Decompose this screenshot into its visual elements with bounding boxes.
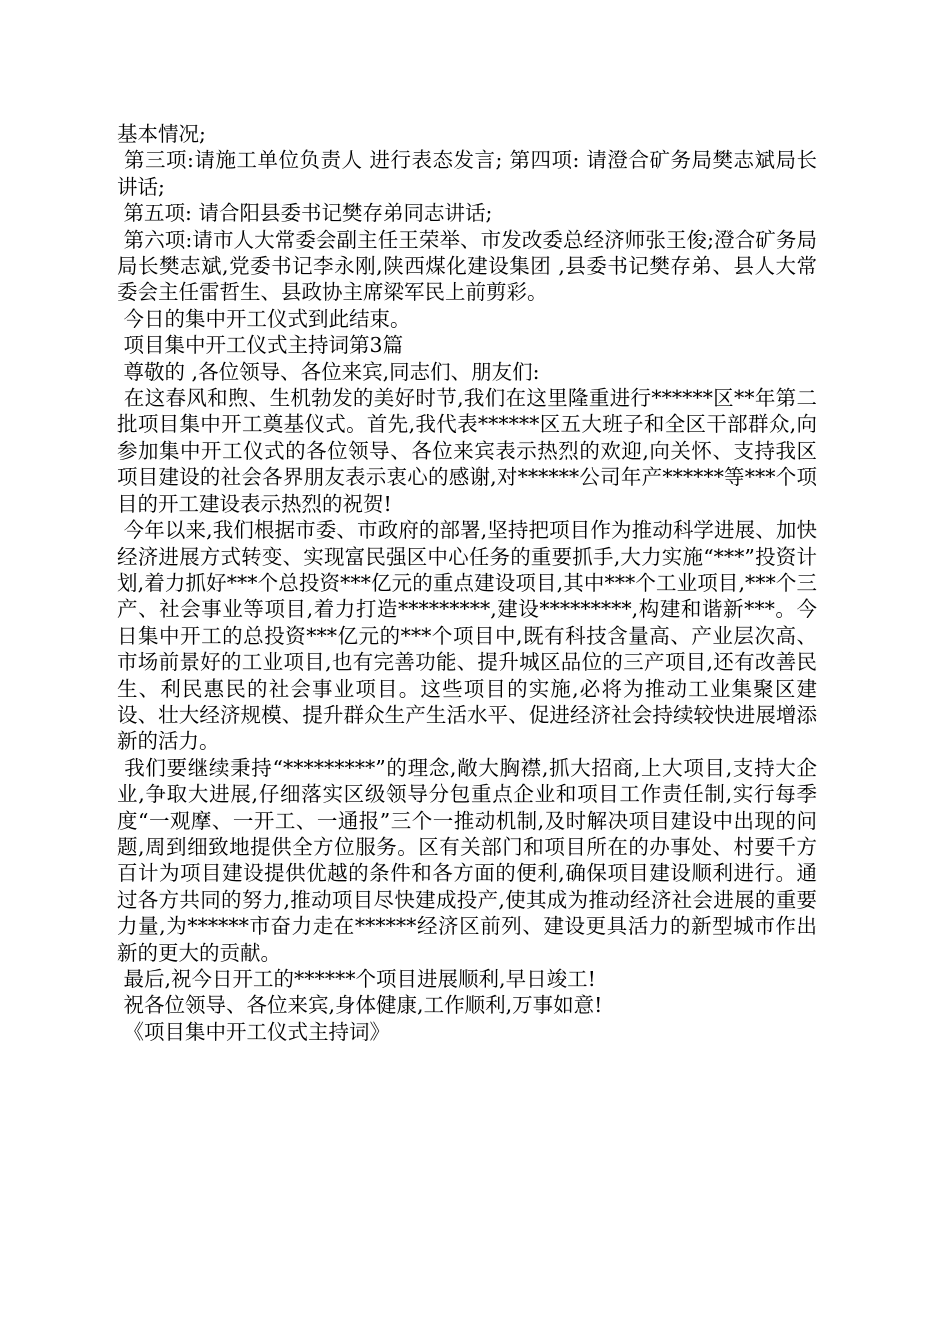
paragraph-item-five: 第五项: 请合阳县委书记樊存弟同志讲话;: [117, 201, 493, 226]
paragraph-salutation: 尊敬的 ,各位领导、各位来宾,同志们、朋友们:: [117, 359, 540, 384]
paragraph-ceremony-end: 今日的集中开工仪式到此结束。: [117, 306, 411, 331]
document-body: [117, 121, 817, 1045]
paragraph-basic-info: 基本情况;: [117, 122, 206, 146]
paragraph-blessing-projects: 最后,祝今日开工的******个项目进展顺利,早日竣工!: [117, 967, 596, 991]
paragraph-commitment: 我们要继续秉持“*********”的理念,敞大胸襟,抓大招商,上大项目,支持大企业,争取大进展,仔细落实区级领导分包重点企业和项目工作责任制,实行每季度“一观摩、一开工、一通报”三个一推动机制,及时解决项目建设中出现的问题,周到细致地提供全方位服务。区有关部门和项目所在的办事处、村要千方百计为项目建设提供优越的条件和各方面的便利,确保项目建设顺利进行。通过各方共同的努力,推动项目尽快建成投产,使其成为推动经济社会进展的重要力量,为******市奋力走在******经济区前列、建设更具活力的新型城市作出新的更大的贡献。: [117, 755, 817, 965]
section-heading: 项目集中开工仪式主持词第3篇: [117, 333, 404, 358]
paragraph-progress: 今年以来,我们根据市委、市政府的部署,坚持把项目作为推动科学进展、加快经济进展方式转变、实现富民强区中心任务的重要抓手,大力实施“***”投资计划,着力抓好***个总投资***亿元的重点建设项目,其中***个工业项目,***个三产、社会事业等项目,着力打造*********,建设*********,构建和谐新***。今日集中开工的总投资***亿元的***个项目中,既有科技含量高、产业层次高、市场前景好的工业项目,也有完善功能、提升城区品位的三产项目,还有改善民生、利民惠民的社会事业项目。这些项目的实施,必将为推动工业集聚区建设、壮大经济规模、提升群众生产生活水平、促进经济社会持续较快进展增添新的活力。: [117, 518, 817, 754]
paragraph-item-three-four: 第三项:请施工单位负责人 进行表态发言; 第四项: 请澄合矿务局樊志斌局长讲话;: [117, 148, 817, 199]
document-title-footer: 《项目集中开工仪式主持词》: [117, 1019, 391, 1044]
paragraph-welcome: 在这春风和煦、生机勃发的美好时节,我们在这里隆重进行******区**年第二批项目集中开工奠基仪式。首先,我代表******区五大班子和全区干部群众,向参加集中开工仪式的各位领导、各位来宾表示热烈的欢迎,向关怀、支持我区项目建设的社会各界朋友表示衷心的感谢,对******公司年产******等***个项目的开工建设表示热烈的祝贺!: [117, 386, 817, 516]
paragraph-blessing-guests: 祝各位领导、各位来宾,身体健康,工作顺利,万事如意!: [117, 993, 603, 1018]
paragraph-item-six: 第六项:请市人大常委会副主任王荣举、市发改委总经济师张王俊;澄合矿务局局长樊志斌,党委书记李永刚,陕西煤化建设集团 ,县委书记樊存弟、县人大常委会主任雷哲生、县政协主席梁军民上前剪彩。: [117, 227, 817, 305]
